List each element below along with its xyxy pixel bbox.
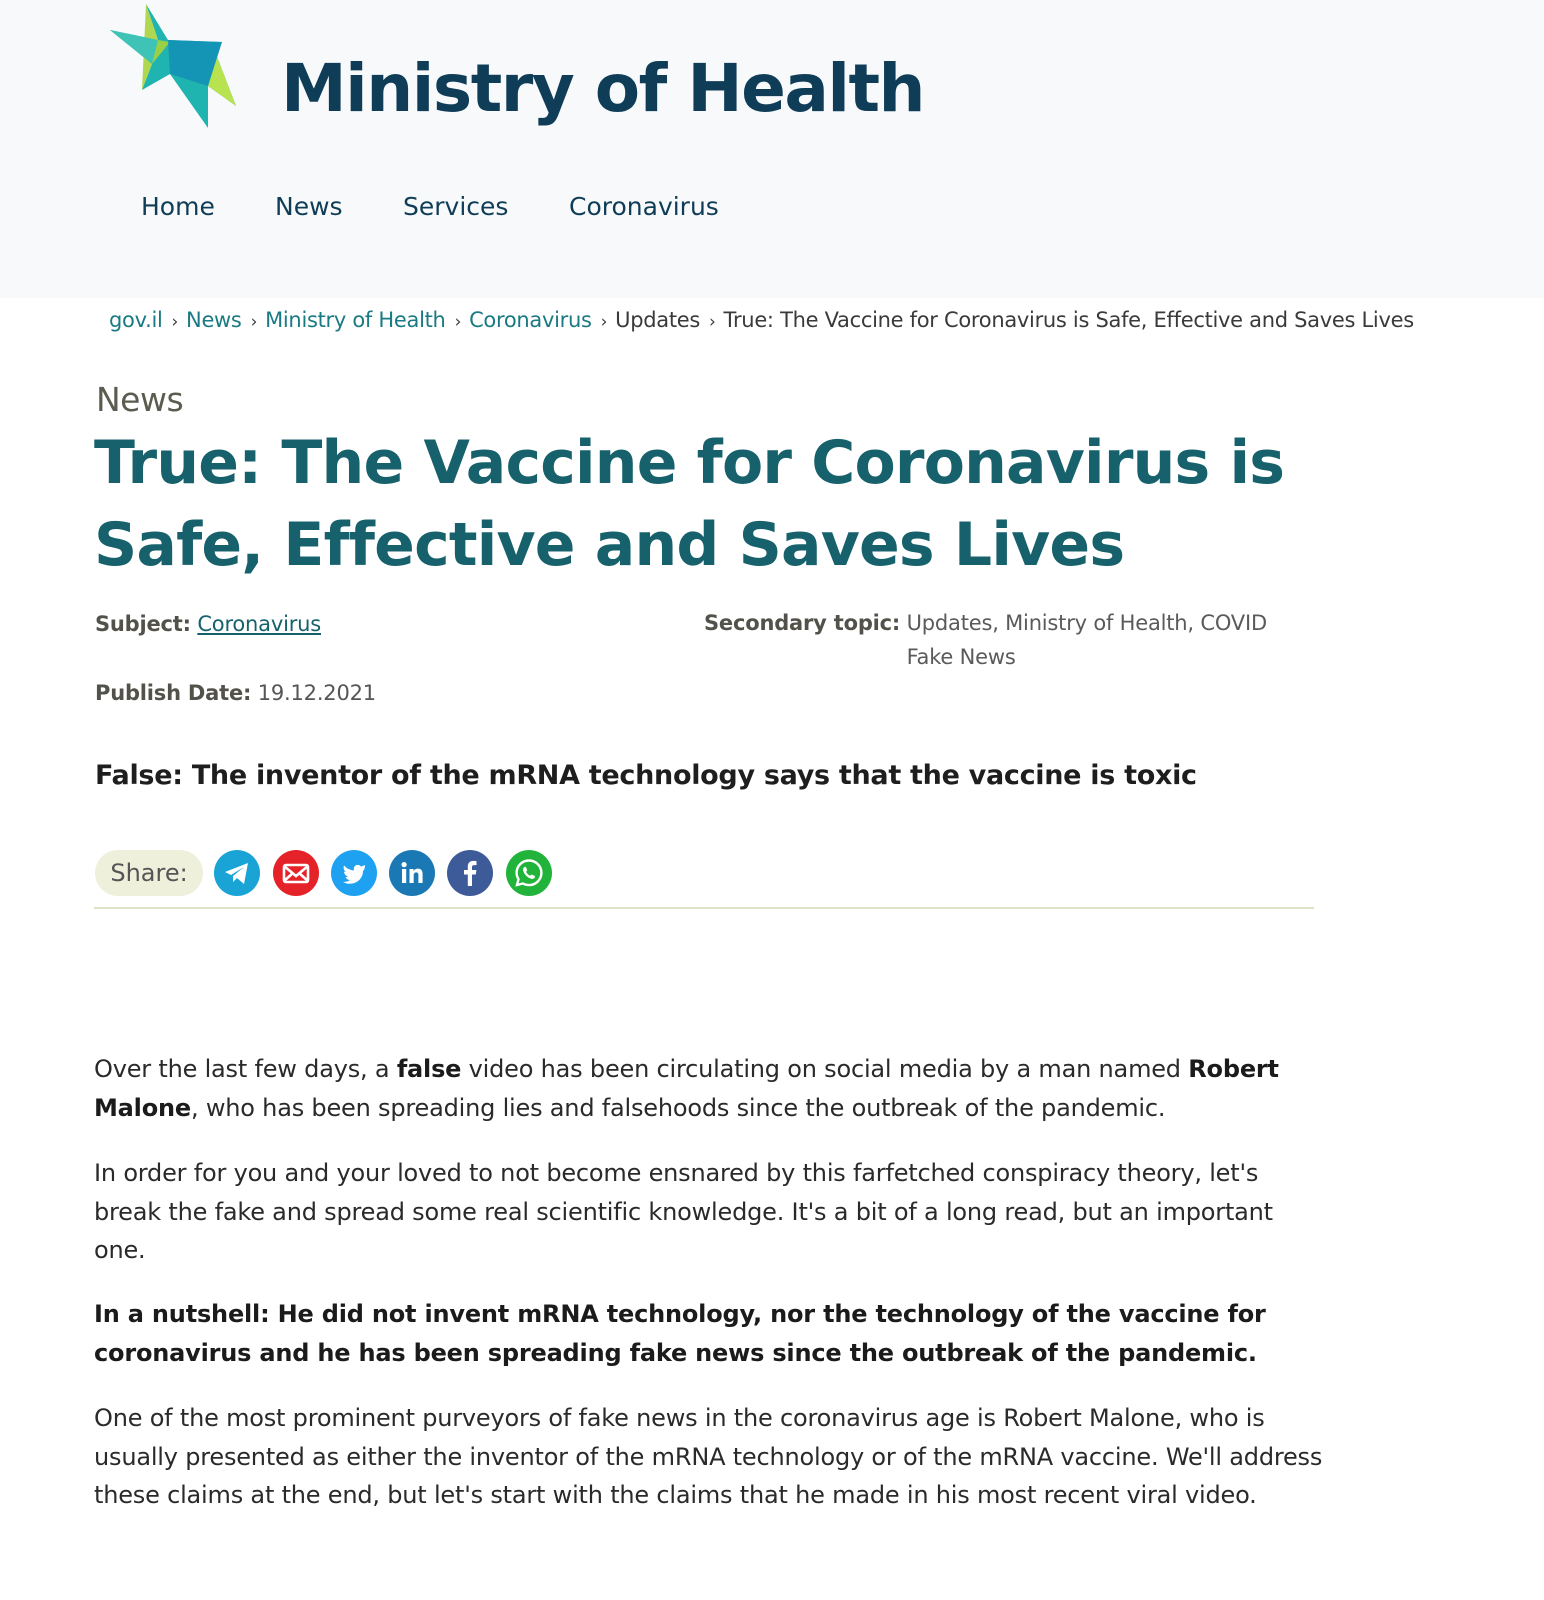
breadcrumb-separator: › bbox=[250, 312, 258, 332]
paragraph-nutshell: In a nutshell: He did not invent mRNA technology, nor the technology of the vaccine for coronavirus and he has been spreading fake news since the outbreak of the pandemic. bbox=[94, 1300, 1266, 1367]
paragraph-intro-text: video has been circulating on social media by a man named bbox=[461, 1055, 1189, 1083]
nav-coronavirus[interactable]: Coronavirus bbox=[569, 192, 719, 221]
breadcrumb-separator: › bbox=[600, 312, 608, 332]
site-title[interactable]: Ministry of Health bbox=[281, 50, 925, 127]
publish-date-label: Publish Date: bbox=[95, 681, 252, 705]
page-title: True: The Vaccine for Coronavirus is Safe, Effective and Saves Lives bbox=[94, 428, 1285, 580]
ministry-logo-icon[interactable] bbox=[108, 2, 246, 134]
site-header bbox=[0, 0, 1544, 298]
paragraph-intro-text: , who has been spreading lies and falsehoods since the outbreak of the pandemic. bbox=[190, 1093, 1166, 1122]
publish-date-value: 19.12.2021 bbox=[257, 681, 376, 705]
paragraph-intro-text: Over the last few days, a bbox=[94, 1055, 397, 1083]
breadcrumb-updates[interactable]: Updates bbox=[615, 308, 701, 332]
whatsapp-icon[interactable] bbox=[506, 850, 552, 896]
nav-home[interactable]: Home bbox=[141, 192, 215, 221]
nav-services[interactable]: Services bbox=[403, 192, 509, 221]
subject-link[interactable]: Coronavirus bbox=[197, 612, 321, 636]
paragraph-intro bbox=[94, 1050, 1324, 1127]
breadcrumb-separator: › bbox=[171, 312, 179, 332]
paragraph-prominent: One of the most prominent purveyors of fake news in the coronavirus age is Robert Malone, who is usually presented as either the inventor of the mRNA technology or of the mRNA vaccine. We'll address these claims at the end, but let's start with the claims that he made in his most recent viral video. bbox=[94, 1404, 1323, 1509]
breadcrumb-separator: › bbox=[709, 312, 716, 332]
share-divider bbox=[94, 907, 1314, 909]
secondary-topic-meta bbox=[704, 612, 1307, 674]
breadcrumb bbox=[109, 308, 1414, 332]
breadcrumb-gov-il[interactable]: gov.il bbox=[109, 308, 163, 332]
facebook-icon[interactable] bbox=[447, 850, 493, 896]
secondary-topic-label: Secondary topic: bbox=[704, 611, 901, 635]
paragraph-intro-bold-name: Robert Malone bbox=[94, 1055, 1279, 1122]
telegram-icon[interactable] bbox=[214, 850, 260, 896]
nav-news[interactable]: News bbox=[275, 192, 343, 221]
subject-meta bbox=[95, 612, 321, 636]
share-label: Share: bbox=[95, 850, 203, 896]
breadcrumb-ministry-of-health[interactable]: Ministry of Health bbox=[265, 308, 446, 332]
breadcrumb-news[interactable]: News bbox=[186, 308, 242, 332]
email-icon[interactable] bbox=[273, 850, 319, 896]
article-category: News bbox=[96, 380, 184, 419]
paragraph-intro-bold: false bbox=[396, 1055, 462, 1083]
secondary-topic-value: Updates, Ministry of Health, COVID Fake News bbox=[906, 611, 1267, 669]
breadcrumb-coronavirus[interactable]: Coronavirus bbox=[469, 308, 592, 332]
breadcrumb-current-page: True: The Vaccine for Coronavirus is Safe, Effective and Saves Lives bbox=[723, 308, 1414, 332]
linkedin-icon[interactable] bbox=[389, 850, 435, 896]
article-lead: False: The inventor of the mRNA technology says that the vaccine is toxic bbox=[95, 760, 1197, 791]
subject-label: Subject: bbox=[95, 612, 191, 636]
paragraph-conspiracy: In order for you and your loved to not become ensnared by this farfetched conspiracy theory, let's break the fake and spread some real scientific knowledge. It's a bit of a long read, but an important one. bbox=[94, 1159, 1273, 1264]
breadcrumb-separator: › bbox=[454, 312, 462, 332]
publish-date-meta bbox=[95, 681, 376, 705]
twitter-icon[interactable] bbox=[331, 850, 377, 896]
